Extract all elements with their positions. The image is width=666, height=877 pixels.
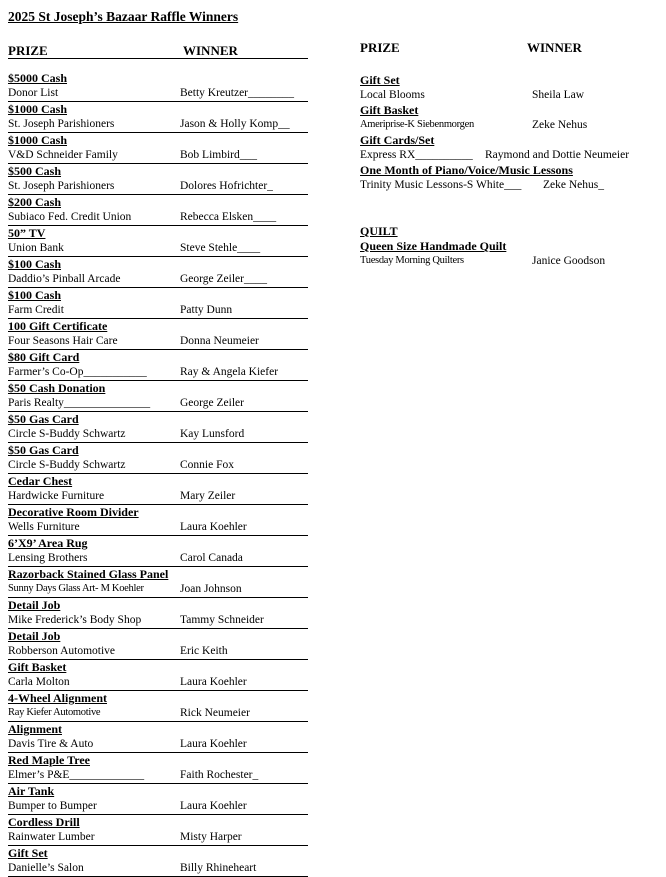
winner-entry xyxy=(8,164,308,195)
donor-winner-row xyxy=(8,117,308,133)
winner-entry xyxy=(8,474,308,505)
donor-name: Farmer’s Co-Op___________ xyxy=(8,366,147,378)
prize-name: 50” TV xyxy=(8,226,46,240)
winner-name: Eric Keith xyxy=(180,645,228,657)
donor-winner-row xyxy=(360,178,660,193)
winner-entry xyxy=(8,629,308,660)
winner-entry xyxy=(8,288,308,319)
prize-name: Detail Job xyxy=(8,629,61,643)
donor-winner-row xyxy=(8,489,308,505)
winner-name: George Zeiler____ xyxy=(180,273,267,285)
left-winner-header: WINNER xyxy=(183,43,238,58)
quilt-winner: Janice Goodson xyxy=(532,255,606,267)
donor-name: Daddio’s Pinball Arcade xyxy=(8,273,121,285)
right-winners-list xyxy=(360,73,660,193)
winner-name: Zeke Nehus xyxy=(532,119,588,131)
prize-name: Gift Basket xyxy=(360,103,419,117)
prize-name: 4-Wheel Alignment xyxy=(8,691,107,705)
quilt-row xyxy=(360,254,660,269)
left-prize-header: PRIZE xyxy=(8,43,308,59)
donor-name: V&D Schneider Family xyxy=(8,149,118,161)
donor-winner-row xyxy=(8,551,308,567)
donor-winner-row xyxy=(8,675,308,691)
donor-winner-row xyxy=(8,737,308,753)
winner-entry xyxy=(360,163,660,193)
donor-winner-row xyxy=(8,303,308,319)
donor-name: Lensing Brothers xyxy=(8,552,88,564)
prize-name: $80 Gift Card xyxy=(8,350,80,364)
donor-winner-row xyxy=(8,458,308,474)
donor-name: St. Joseph Parishioners xyxy=(8,180,115,192)
donor-name: Sunny Days Glass Art- M Koehler xyxy=(8,583,144,594)
winner-name: Ray & Angela Kiefer xyxy=(180,366,279,378)
prize-name: Decorative Room Divider xyxy=(8,505,139,519)
donor-winner-row xyxy=(8,241,308,257)
winner-entry xyxy=(8,102,308,133)
donor-name: Union Bank xyxy=(8,242,64,254)
quilt-heading: QUILT xyxy=(360,224,398,238)
winner-name: Steve Stehle____ xyxy=(180,242,261,254)
donor-name: Circle S-Buddy Schwartz xyxy=(8,459,126,471)
winner-entry xyxy=(8,815,308,846)
quilt-donor: Tuesday Morning Quilters xyxy=(360,255,464,266)
winner-entry xyxy=(360,103,660,133)
donor-name: Circle S-Buddy Schwartz xyxy=(8,428,126,440)
winner-entry xyxy=(8,350,308,381)
winner-entry xyxy=(8,691,308,722)
donor-winner-row xyxy=(8,830,308,846)
winner-name: Kay Lunsford xyxy=(180,428,245,440)
donor-name: Donor List xyxy=(8,87,59,99)
winner-name: Billy Rhineheart xyxy=(180,862,257,874)
left-winners-list xyxy=(8,71,308,877)
prize-name: Cordless Drill xyxy=(8,815,80,829)
donor-winner-row xyxy=(8,396,308,412)
winner-name: George Zeiler xyxy=(180,397,244,409)
donor-name: Robberson Automotive xyxy=(8,645,116,657)
donor-name: Four Seasons Hair Care xyxy=(8,335,118,347)
donor-winner-row xyxy=(8,427,308,443)
donor-name: Davis Tire & Auto xyxy=(8,738,94,750)
prize-name: $200 Cash xyxy=(8,195,62,209)
donor-winner-row xyxy=(8,365,308,381)
prize-name: Razorback Stained Glass Panel xyxy=(8,567,169,581)
donor-name: Rainwater Lumber xyxy=(8,831,95,843)
donor-winner-row xyxy=(8,520,308,536)
winner-name: Misty Harper xyxy=(180,831,242,843)
winner-entry xyxy=(8,598,308,629)
prize-name: $50 Gas Card xyxy=(8,412,79,426)
winner-entry xyxy=(8,567,308,598)
winner-name: Donna Neumeier xyxy=(180,335,259,347)
prize-name: $1000 Cash xyxy=(8,133,68,147)
winner-entry xyxy=(8,722,308,753)
donor-winner-row xyxy=(8,582,308,598)
donor-winner-row xyxy=(8,334,308,350)
winner-name: Carol Canada xyxy=(180,552,243,564)
donor-name: Mike Frederick’s Body Shop xyxy=(8,614,142,626)
winner-name: Mary Zeiler xyxy=(180,490,236,502)
winner-name: Laura Koehler xyxy=(180,738,247,750)
prize-name: Gift Set xyxy=(8,846,48,860)
prize-name: Gift Basket xyxy=(8,660,67,674)
prize-name: Gift Set xyxy=(360,73,400,87)
prize-name: $50 Gas Card xyxy=(8,443,79,457)
page-title: 2025 St Joseph’s Bazaar Raffle Winners xyxy=(8,9,239,24)
right-prize-header: PRIZE xyxy=(360,40,400,55)
prize-name: One Month of Piano/Voice/Music Lessons xyxy=(360,163,573,177)
winner-name: Betty Kreutzer________ xyxy=(180,87,295,99)
quilt-prize: Queen Size Handmade Quilt xyxy=(360,239,507,253)
winner-entry xyxy=(8,846,308,877)
donor-winner-row xyxy=(8,799,308,815)
prize-name: Air Tank xyxy=(8,784,55,798)
donor-winner-row xyxy=(8,768,308,784)
winner-name: Raymond and Dottie Neumeier xyxy=(485,149,630,161)
donor-name: Ameriprise-K Siebenmorgen xyxy=(360,119,474,130)
winner-entry xyxy=(8,226,308,257)
prize-name: $50 Cash Donation xyxy=(8,381,106,395)
winner-name: Laura Koehler xyxy=(180,676,247,688)
donor-winner-row xyxy=(360,88,660,103)
winner-name: Jason & Holly Komp__ xyxy=(180,118,290,130)
prize-name: $100 Cash xyxy=(8,257,62,271)
winner-entry xyxy=(8,536,308,567)
winner-entry xyxy=(360,73,660,103)
donor-name: Elmer’s P&E_____________ xyxy=(8,769,145,781)
donor-name: Express RX__________ xyxy=(360,149,473,161)
donor-winner-row xyxy=(8,613,308,629)
winner-entry xyxy=(8,381,308,412)
winner-entry xyxy=(8,660,308,691)
winner-entry xyxy=(8,753,308,784)
prize-name: Detail Job xyxy=(8,598,61,612)
donor-name: Ray Kiefer Automotive xyxy=(8,707,101,718)
prize-name: $100 Cash xyxy=(8,288,62,302)
winner-entry xyxy=(8,133,308,164)
donor-name: Danielle’s Salon xyxy=(8,862,84,874)
winner-name: Laura Koehler xyxy=(180,521,247,533)
winner-name: Rebecca Elsken____ xyxy=(180,211,277,223)
donor-name: Hardwicke Furniture xyxy=(8,490,105,502)
donor-name: Wells Furniture xyxy=(8,521,80,533)
winner-entry xyxy=(8,257,308,288)
donor-name: Local Blooms xyxy=(360,89,425,101)
right-winner-header: WINNER xyxy=(527,40,582,55)
prize-name: Gift Cards/Set xyxy=(360,133,435,147)
donor-winner-row xyxy=(8,210,308,226)
winner-entry xyxy=(8,412,308,443)
winner-entry xyxy=(8,784,308,815)
donor-winner-row xyxy=(8,86,308,102)
prize-name: $5000 Cash xyxy=(8,71,68,85)
winner-name: Faith Rochester_ xyxy=(180,769,259,781)
winner-name: Patty Dunn xyxy=(180,304,233,316)
prize-name: Alignment xyxy=(8,722,62,736)
winner-name: Dolores Hofrichter_ xyxy=(180,180,273,192)
winner-entry xyxy=(8,319,308,350)
donor-name: Subiaco Fed. Credit Union xyxy=(8,211,132,223)
winner-entry xyxy=(8,505,308,536)
donor-winner-row xyxy=(8,272,308,288)
donor-winner-row xyxy=(8,861,308,877)
winner-name: Tammy Schneider xyxy=(180,614,264,626)
winner-name: Rick Neumeier xyxy=(180,707,250,719)
donor-name: St. Joseph Parishioners xyxy=(8,118,115,130)
winner-entry xyxy=(8,195,308,226)
winner-entry xyxy=(360,133,660,163)
winner-entry xyxy=(8,443,308,474)
winner-entry xyxy=(8,71,308,102)
donor-name: Trinity Music Lessons-S White___ xyxy=(360,179,522,191)
prize-name: $1000 Cash xyxy=(8,102,68,116)
winner-name: Bob Limbird___ xyxy=(180,149,257,161)
winner-name: Zeke Nehus_ xyxy=(543,179,604,191)
winner-name: Joan Johnson xyxy=(180,583,242,595)
prize-name: Red Maple Tree xyxy=(8,753,90,767)
donor-name: Carla Molton xyxy=(8,676,70,688)
donor-winner-row xyxy=(8,179,308,195)
donor-name: Farm Credit xyxy=(8,304,64,316)
donor-winner-row xyxy=(8,644,308,660)
donor-name: Bumper to Bumper xyxy=(8,800,97,812)
quilt-section xyxy=(360,224,660,269)
winner-name: Connie Fox xyxy=(180,459,234,471)
donor-winner-row xyxy=(360,118,660,133)
winner-name: Laura Koehler xyxy=(180,800,247,812)
prize-name: 100 Gift Certificate xyxy=(8,319,108,333)
prize-name: $500 Cash xyxy=(8,164,62,178)
donor-winner-row xyxy=(8,148,308,164)
donor-winner-row xyxy=(360,148,660,163)
prize-name: Cedar Chest xyxy=(8,474,73,488)
winner-name: Sheila Law xyxy=(532,89,585,101)
prize-name: 6’X9’ Area Rug xyxy=(8,536,88,550)
donor-name: Paris Realty_______________ xyxy=(8,397,151,409)
donor-winner-row xyxy=(8,706,308,722)
